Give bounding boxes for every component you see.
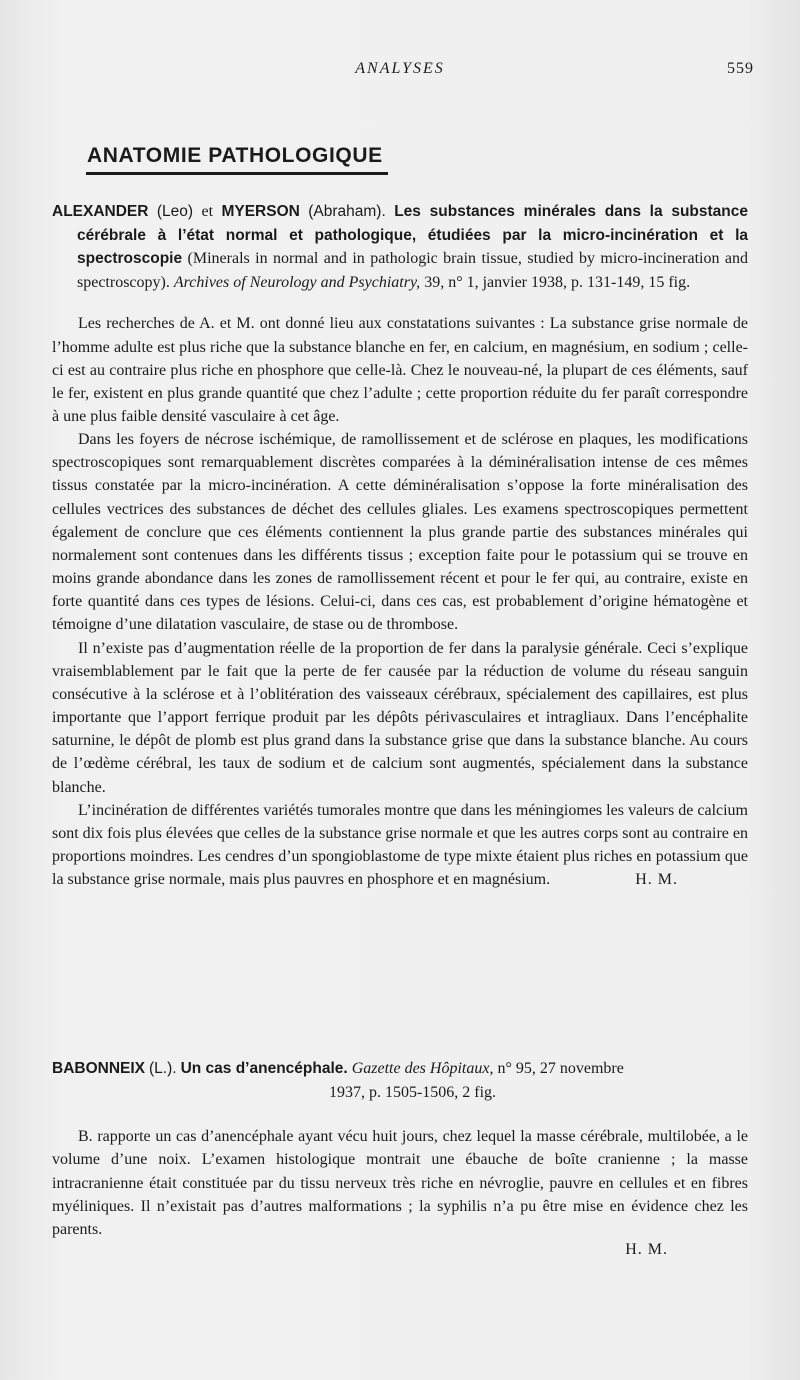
paragraph: B. rapporte un cas d’anencéphale ayant vécu huit jours, chez lequel la masse cérébrale, multilobée, a le volume d’une noix. L’examen histologique montrait une ébauche de boîte cranienne ; la masse intracranienne était constituée par du tissu nerveux très riche en névroglie, pauvre en cellules et en fibres myéliniques. Il n’existait pas d’autres malformations ; la syphilis n’a pu être mise en évidence chez les parents. bbox=[52, 1128, 748, 1238]
section-title-underline bbox=[86, 172, 388, 175]
reviewer-signature: H. M. bbox=[625, 1240, 668, 1258]
paragraph-text: L’incinération de différentes variétés tumorales montre que dans les méningiomes les valeurs de calcium sont dix fois plus élevées que celles de la substance grise normale et que les autres corps sont au contraire en proportions moindres. Les cendres d’un spongioblastome de type mixte étaient plus riches en potassium que la substance grise normale, mais plus pauvres en phosphore et en magnésium. bbox=[52, 801, 748, 889]
author-name: ALEXANDER bbox=[52, 203, 149, 220]
reviewer-signature: H. M. bbox=[635, 871, 678, 889]
review-entry-alexander bbox=[52, 200, 748, 891]
translated-title: (Minerals in normal and in pathologic brain tissue, studied by micro-incineration and spectroscopy). bbox=[77, 250, 749, 291]
article-title: Un cas d’anencéphale. bbox=[180, 1060, 348, 1077]
paragraph: Il n’existe pas d’augmentation réelle de la proportion de fer dans la paralysie générale. Ceci s’explique vraisemblablement par le fait que la perte de fer causée par la réduction de volume du réseau sanguin consécutive à la sclérose et à l’oblitération des vaisseaux cérébraux, spécialement des capillaires, est plus importante que l’apport ferrique produit par les dépôts périvasculaires et intragliaux. Dans l’encéphalite saturnine, le dépôt de plomb est plus grand dans la substance grise que dans la substance blanche. Au cours de l’œdème cérébral, les taux de sodium et de calcium sont augmentés, spécialement dans la substance blanche. bbox=[52, 639, 748, 796]
page-number: 559 bbox=[727, 60, 754, 77]
section-title: ANATOMIE PATHOLOGIQUE bbox=[87, 144, 383, 167]
review-body bbox=[52, 312, 748, 891]
entry-headline bbox=[52, 200, 748, 294]
author-connector: et bbox=[201, 203, 214, 220]
author-name: BABONNEIX bbox=[52, 1060, 146, 1077]
author-first-name: (Leo) bbox=[156, 203, 194, 220]
paragraph: Les recherches de A. et M. ont donné lieu aux constatations suivantes : La substance grise normale de l’homme adulte est plus riche que la substance blanche en fer, en calcium, en magnésium, en sodium ; celle-ci est au contraire plus riche en phosphore que celle-là. Chez le nouveau-né, la plupart de ces éléments, sauf le fer, existent en plus grande quantité que chez l’adulte ; cette proportion réduite du fer paraît correspondre à une plus faible densité vasculaire à cet âge. bbox=[52, 315, 748, 425]
journal-name: Gazette des Hôpitaux, bbox=[351, 1060, 494, 1077]
author-first-name: (L.). bbox=[149, 1060, 177, 1077]
author-first-name: (Abraham). bbox=[308, 203, 386, 220]
paragraph: Dans les foyers de nécrose ischémique, de ramollissement et de sclérose en plaques, les modifications spectroscopiques sont remarquablement discrètes comparées à la déminéralisation intense de ces mêmes tissus constatée par la micro-incinération. A cette déminéralisation s’oppose la forte minéralisation des cellules vectrices des substances de déchet des cellules gliales. Les examens spectroscopiques permettent également de conclure que ces éléments contiennent la plus grande partie des substances minérales qui normalement sont contenues dans les différents tissus ; exception faite pour le potassium qui se trouve en moins grande abondance dans les zones de ramollissement récent et pour le fer qui, au contraire, existe en forte quantité dans ces types de lésions. Celui-ci, dans ces cas, est probablement d’origine hématogène et témoigne d’une dilatation vasculaire, de stase ou de thrombose. bbox=[52, 431, 748, 634]
author-name: MYERSON bbox=[221, 203, 300, 220]
running-head bbox=[0, 60, 800, 84]
review-entry-babonneix bbox=[52, 1057, 748, 1259]
paragraph-last bbox=[52, 799, 748, 892]
citation-details-continued: 1937, p. 1505-1506, 2 fig. bbox=[328, 1083, 497, 1101]
article-title: Les substances minérales dans la substance cérébrale à l’état normal et pathologique, étudiées par la micro-incinération et la spectroscopie bbox=[77, 203, 748, 268]
citation-details: n° 95, 27 novembre bbox=[497, 1060, 624, 1077]
citation-details: 39, n° 1, janvier 1938, p. 131-149, 15 fig. bbox=[424, 273, 691, 291]
review-body bbox=[52, 1125, 748, 1241]
entry-headline bbox=[52, 1057, 748, 1104]
running-title: ANALYSES bbox=[355, 60, 445, 77]
journal-name: Archives of Neurology and Psychiatry, bbox=[173, 273, 421, 291]
